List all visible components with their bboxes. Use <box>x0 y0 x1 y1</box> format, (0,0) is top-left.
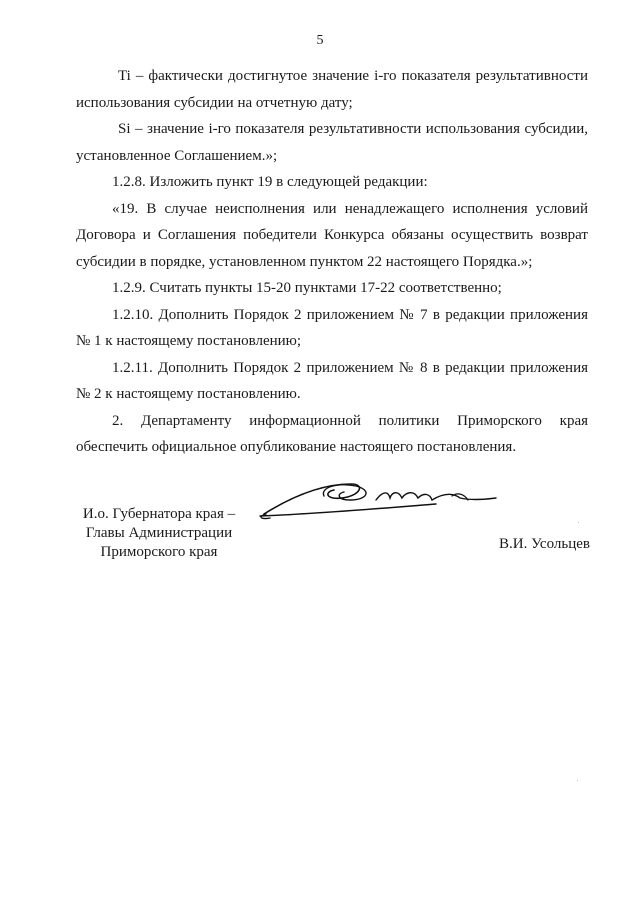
page-number: 5 <box>316 33 324 48</box>
handwritten-signature <box>256 470 536 530</box>
signatory-title-line: И.о. Губернатора края – <box>82 506 236 522</box>
document-body <box>76 63 588 461</box>
paragraph-ti-definition: Ti – фактически достигнутое значение i-го показателя результативности использования субсидии на отчетную дату; <box>76 68 588 111</box>
scan-speck <box>578 522 579 523</box>
signatory-title-line: Приморского края <box>100 544 218 560</box>
paragraph-1-2-10: 1.2.10. Дополнить Порядок 2 приложением № 7 в редакции приложения № 1 к настоящему постановлению; <box>76 306 588 349</box>
scan-speck <box>577 780 578 781</box>
paragraph-item-19: «19. В случае неисполнения или ненадлежащего исполнения условий Договора и Соглашения победители Конкурса обязаны осуществить возврат субсидии в порядке, установленном пунктом 22 настоящего Порядка.»; <box>76 200 588 270</box>
signer-name: В.И. Усольцев <box>499 536 590 552</box>
paragraph-si-definition: Si – значение i-го показателя результативности использования субсидии, установленное Соглашением.»; <box>76 121 588 164</box>
paragraph-1-2-9: 1.2.9. Считать пункты 15-20 пунктами 17-22 соответственно; <box>112 280 502 296</box>
paragraph-2-department: 2. Департаменту информационной политики Приморского края обеспечить официальное опубликование настоящего постановления. <box>76 412 588 455</box>
paragraph-1-2-11: 1.2.11. Дополнить Порядок 2 приложением № 8 в редакции приложения № 2 к настоящему постановлению. <box>76 359 588 402</box>
signatory-title <box>74 505 244 562</box>
paragraph-1-2-8: 1.2.8. Изложить пункт 19 в следующей редакции: <box>112 174 428 190</box>
signatory-title-line: Главы Администрации <box>85 525 233 541</box>
